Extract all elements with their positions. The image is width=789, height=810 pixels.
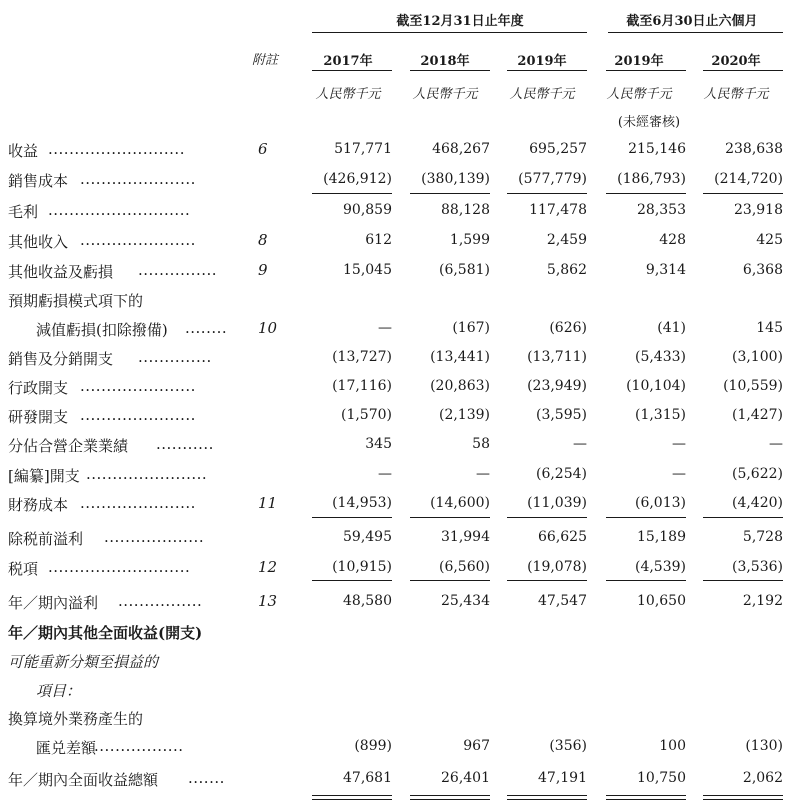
- subtotal-rule: [606, 517, 686, 518]
- row-value: (13,727): [332, 349, 392, 365]
- row-value: 1,599: [449, 232, 490, 248]
- row-value: —: [769, 436, 783, 452]
- row-value: 59,495: [343, 529, 392, 545]
- year-underline-2019: [507, 70, 587, 71]
- subtotal-rule: [312, 799, 392, 800]
- row-value: (167): [452, 320, 490, 336]
- row-value: —: [476, 466, 490, 482]
- row-value: 345: [365, 436, 392, 452]
- row-value: (6,013): [634, 495, 686, 511]
- subtotal-rule: [703, 799, 783, 800]
- year-header-2017: 2017年: [323, 54, 373, 69]
- leader-dots: ...........................: [48, 558, 191, 576]
- row-value: 517,771: [334, 141, 392, 157]
- group-header-year-end-rule: [312, 32, 587, 33]
- row-value: (214,720): [714, 171, 783, 187]
- row-label: 其他收益及虧損: [8, 263, 114, 281]
- row-value: 100: [659, 738, 686, 754]
- row-value: (19,078): [527, 559, 587, 575]
- row-value: (626): [549, 320, 587, 336]
- row-value: (11,039): [527, 495, 587, 511]
- year-header-2018: 2018年: [420, 54, 470, 69]
- row-label: 年／期內溢利: [8, 594, 99, 612]
- leader-dots: .......................: [86, 465, 208, 483]
- row-value: (13,711): [527, 349, 587, 365]
- row-value: 117,478: [529, 202, 587, 218]
- row-value: 2,459: [546, 232, 587, 248]
- row-value: 58: [472, 436, 490, 452]
- unit-label-2017: 人民幣千元: [315, 87, 381, 102]
- subtotal-rule: [703, 580, 783, 581]
- row-value: (1,427): [731, 407, 783, 423]
- row-label: 年／期內全面收益總額: [8, 771, 159, 789]
- subtotal-rule: [507, 799, 587, 800]
- row-note: 13: [258, 592, 278, 610]
- unit-label-2020-h1: 人民幣千元: [703, 87, 769, 102]
- row-label: 匯兑差額: [36, 739, 97, 757]
- subtotal-rule: [410, 193, 490, 194]
- row-value: 15,189: [637, 529, 686, 545]
- row-value: (6,581): [438, 262, 490, 278]
- row-label: 銷售及分銷開支: [8, 350, 114, 368]
- subtotal-rule: [606, 193, 686, 194]
- row-value: (5,433): [634, 349, 686, 365]
- leader-dots: ......................: [80, 170, 196, 188]
- row-note: 12: [258, 558, 278, 576]
- year-underline-2018: [410, 70, 490, 71]
- row-value: 2,192: [742, 593, 783, 609]
- row-label: 其他收入: [8, 233, 69, 251]
- year-header-2020-h1: 2020年: [711, 54, 761, 69]
- row-value: 215,146: [628, 141, 686, 157]
- leader-dots: ..........................: [48, 140, 185, 158]
- leader-dots: ......................: [80, 231, 196, 249]
- subtotal-rule: [410, 799, 490, 800]
- year-header-2019-h1: 2019年: [614, 54, 664, 69]
- group-header-six-months-rule: [608, 32, 783, 33]
- row-value: 47,681: [343, 770, 392, 786]
- row-value: 5,728: [742, 529, 783, 545]
- subtotal-rule: [703, 517, 783, 518]
- unit-label-2018: 人民幣千元: [412, 87, 478, 102]
- row-value: 47,191: [538, 770, 587, 786]
- row-value: (5,622): [731, 466, 783, 482]
- row-value: 5,862: [546, 262, 587, 278]
- row-value: (426,912): [323, 171, 392, 187]
- row-label: 預期虧損模式項下的: [8, 292, 144, 310]
- row-value: (20,863): [430, 378, 490, 394]
- row-value: —: [378, 320, 392, 336]
- subtotal-rule: [507, 193, 587, 194]
- row-label: 研發開支: [8, 408, 69, 426]
- unaudited-label: (未經審核): [617, 115, 681, 130]
- row-label: 項目：: [36, 682, 82, 700]
- leader-dots: ...................: [104, 528, 205, 546]
- row-value: —: [573, 436, 587, 452]
- subtotal-rule: [312, 517, 392, 518]
- row-value: (130): [745, 738, 783, 754]
- row-value: 10,650: [637, 593, 686, 609]
- subtotal-rule: [312, 795, 392, 796]
- subtotal-rule: [507, 580, 587, 581]
- row-value: 28,353: [637, 202, 686, 218]
- row-label: 收益: [8, 142, 39, 160]
- leader-dots: ........: [185, 319, 228, 337]
- row-value: 90,859: [343, 202, 392, 218]
- row-value: 9,314: [645, 262, 686, 278]
- row-label: 行政開支: [8, 379, 69, 397]
- row-value: (10,559): [723, 378, 783, 394]
- year-underline-2019-h1: [606, 70, 686, 71]
- row-value: (14,600): [430, 495, 490, 511]
- row-label: [編纂]開支: [8, 467, 80, 485]
- row-value: (3,100): [731, 349, 783, 365]
- unit-label-2019-h1: 人民幣千元: [606, 87, 672, 102]
- row-value: 2,062: [742, 770, 783, 786]
- row-note: 10: [258, 319, 278, 337]
- row-value: (3,595): [535, 407, 587, 423]
- leader-dots: ................: [118, 592, 203, 610]
- row-value: 428: [659, 232, 686, 248]
- row-value: 10,750: [637, 770, 686, 786]
- row-value: (41): [657, 320, 686, 336]
- subtotal-rule: [410, 517, 490, 518]
- subtotal-rule: [507, 795, 587, 796]
- row-value: 145: [756, 320, 783, 336]
- leader-dots: ......................: [80, 494, 196, 512]
- subtotal-rule: [410, 795, 490, 796]
- row-value: 48,580: [343, 593, 392, 609]
- leader-dots: ...........................: [48, 201, 191, 219]
- row-value: (899): [354, 738, 392, 754]
- row-value: (4,539): [634, 559, 686, 575]
- leader-dots: ...........: [156, 435, 214, 453]
- row-label: 財務成本: [8, 496, 69, 514]
- row-value: (23,949): [527, 378, 587, 394]
- row-value: 6,368: [742, 262, 783, 278]
- row-value: 25,434: [441, 593, 490, 609]
- row-value: (6,254): [535, 466, 587, 482]
- row-value: 31,994: [441, 529, 490, 545]
- leader-dots: .................: [94, 737, 184, 755]
- unit-label-2019: 人民幣千元: [509, 87, 575, 102]
- leader-dots: .......: [188, 769, 225, 787]
- note-column-header: 附註: [252, 53, 279, 68]
- year-underline-2017: [312, 70, 392, 71]
- row-value: 88,128: [441, 202, 490, 218]
- row-value: 695,257: [529, 141, 587, 157]
- row-label: 換算境外業務產生的: [8, 710, 144, 728]
- row-note: 9: [258, 261, 268, 279]
- row-value: (14,953): [332, 495, 392, 511]
- leader-dots: ...............: [138, 261, 218, 279]
- row-label: 税項: [8, 560, 39, 578]
- row-value: (577,779): [518, 171, 587, 187]
- row-value: 238,638: [725, 141, 783, 157]
- row-value: —: [378, 466, 392, 482]
- row-value: (356): [549, 738, 587, 754]
- row-label: 除税前溢利: [8, 530, 84, 548]
- row-value: —: [672, 436, 686, 452]
- row-value: (1,570): [340, 407, 392, 423]
- leader-dots: ......................: [80, 406, 196, 424]
- row-value: 23,918: [734, 202, 783, 218]
- subtotal-rule: [606, 799, 686, 800]
- row-note: 6: [258, 140, 268, 158]
- row-value: 47,547: [538, 593, 587, 609]
- row-label: 銷售成本: [8, 172, 69, 190]
- row-value: (2,139): [438, 407, 490, 423]
- group-header-year-end: 截至12月31日止年度: [396, 14, 524, 29]
- row-value: (17,116): [332, 378, 392, 394]
- leader-dots: ..............: [138, 348, 212, 366]
- row-value: 967: [463, 738, 490, 754]
- row-value: (6,560): [438, 559, 490, 575]
- row-value: 468,267: [432, 141, 490, 157]
- row-label: 分佔合營企業業績: [8, 437, 129, 455]
- row-value: (380,139): [421, 171, 490, 187]
- row-value: 66,625: [538, 529, 587, 545]
- row-note: 8: [258, 231, 268, 249]
- row-value: (3,536): [731, 559, 783, 575]
- subtotal-rule: [507, 517, 587, 518]
- row-value: 15,045: [343, 262, 392, 278]
- group-header-six-months: 截至6月30日止六個月: [626, 14, 758, 29]
- subtotal-rule: [703, 193, 783, 194]
- leader-dots: ......................: [80, 377, 196, 395]
- subtotal-rule: [703, 795, 783, 796]
- row-value: 425: [756, 232, 783, 248]
- row-value: (10,915): [332, 559, 392, 575]
- row-label: 可能重新分類至損益的: [8, 653, 159, 671]
- row-label: 減值虧損(扣除撥備): [36, 321, 168, 339]
- row-value: 26,401: [441, 770, 490, 786]
- subtotal-rule: [410, 580, 490, 581]
- row-value: (186,793): [617, 171, 686, 187]
- row-value: (13,441): [430, 349, 490, 365]
- subtotal-rule: [606, 580, 686, 581]
- row-value: (10,104): [626, 378, 686, 394]
- subtotal-rule: [606, 795, 686, 796]
- row-value: (1,315): [634, 407, 686, 423]
- row-value: 612: [365, 232, 392, 248]
- row-label: 年／期內其他全面收益(開支): [8, 624, 203, 642]
- year-underline-2020-h1: [703, 70, 783, 71]
- row-note: 11: [258, 494, 278, 512]
- subtotal-rule: [312, 580, 392, 581]
- subtotal-rule: [312, 193, 392, 194]
- row-label: 毛利: [8, 203, 39, 221]
- row-value: (4,420): [731, 495, 783, 511]
- row-value: —: [672, 466, 686, 482]
- year-header-2019: 2019年: [517, 54, 567, 69]
